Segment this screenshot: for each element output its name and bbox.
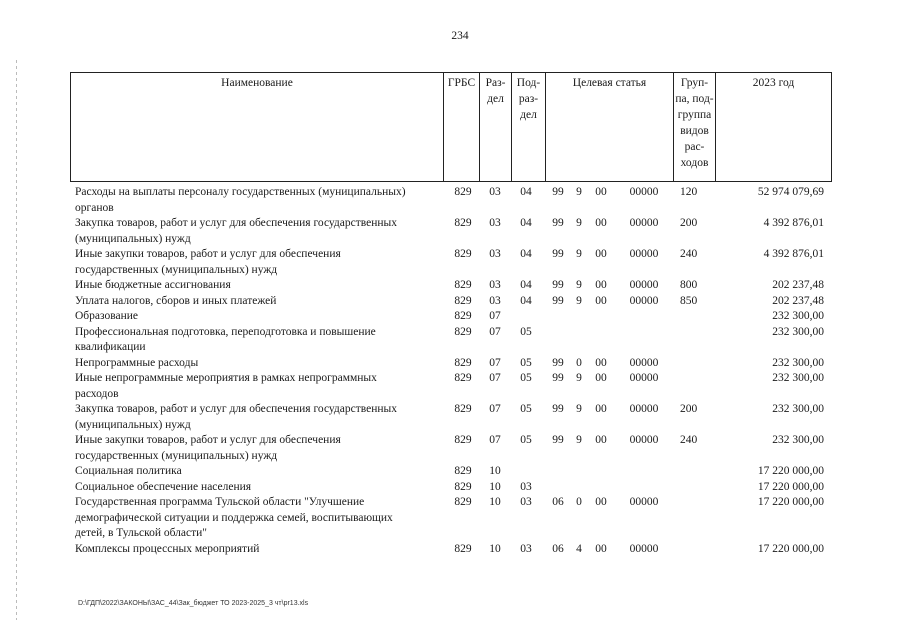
row-target-program: 99 [552, 294, 564, 307]
row-amount: 17 220 000,00 [757, 496, 824, 508]
row-name-line: Иные закупки товаров, работ и услуг для обеспечения [75, 248, 341, 260]
row-target-event: 00 [595, 434, 607, 446]
row-target-event: 00 [595, 279, 607, 291]
row-name [75, 325, 437, 356]
row-target-subprogram: 0 [576, 356, 582, 369]
row-target-direction: 00000 [629, 248, 659, 260]
row-name-line: Социальное обеспечение населения [75, 480, 252, 493]
row-target-program: 99 [552, 372, 564, 384]
header-grbs: ГРБС [443, 73, 479, 181]
row-name [75, 309, 437, 325]
table-row [70, 356, 832, 372]
row-name [75, 356, 437, 372]
row-target-subprogram: 9 [576, 403, 582, 415]
row-name [75, 294, 437, 310]
row-name-line: органов [75, 201, 114, 214]
row-name-line: Расходы на выплаты персоналу государственных (муниципальных) [75, 186, 406, 198]
row-razdel: 03 [489, 186, 501, 198]
row-podrazdel: 04 [520, 217, 532, 229]
table-row [70, 247, 832, 278]
scan-edge-marks [16, 60, 17, 620]
row-razdel: 03 [489, 294, 501, 307]
row-podrazdel: 03 [520, 496, 532, 508]
row-name-line: Непрограммные расходы [75, 356, 199, 369]
row-target-subprogram: 9 [576, 186, 582, 198]
row-target-direction: 00000 [629, 372, 659, 384]
row-razdel: 07 [489, 372, 501, 384]
row-razdel: 07 [489, 356, 501, 369]
row-target-subprogram: 9 [576, 217, 582, 229]
row-grbs: 829 [454, 465, 472, 477]
row-name-line: Социальная политика [75, 465, 182, 477]
row-name-line: государственных (муниципальных) нужд [75, 449, 278, 462]
row-amount: 202 237,48 [772, 279, 824, 291]
row-target-program: 99 [552, 279, 564, 291]
header-razdel: Раз- дел [479, 73, 511, 181]
row-podrazdel: 04 [520, 248, 532, 260]
table-row [70, 480, 832, 496]
row-name-line: Иные закупки товаров, работ и услуг для обеспечения [75, 434, 341, 446]
row-name [75, 402, 437, 433]
row-razdel: 03 [489, 279, 501, 291]
row-name [75, 278, 437, 294]
row-name-line: Закупка товаров, работ и услуг для обеспечения государственных [75, 217, 398, 229]
row-target-direction: 00000 [629, 294, 659, 307]
row-target-program: 99 [552, 434, 564, 446]
row-expense-type: 800 [680, 279, 698, 291]
row-podrazdel: 04 [520, 279, 532, 291]
row-name-line: детей, в Тульской области" [75, 527, 207, 539]
table-row [70, 185, 832, 216]
table-row [70, 294, 832, 310]
row-amount: 52 974 079,69 [757, 186, 824, 198]
row-target-program: 99 [552, 403, 564, 415]
row-target-event: 00 [595, 356, 607, 369]
row-name-line: Уплата налогов, сборов и иных платежей [75, 294, 277, 307]
row-name [75, 185, 437, 216]
row-target-subprogram: 9 [576, 248, 582, 260]
header-expense-type: Груп- па, под- группа видов рас- ходов [673, 73, 715, 181]
row-name [75, 216, 437, 247]
table-header [70, 72, 832, 182]
row-target-program: 99 [552, 248, 564, 260]
row-target-event: 00 [595, 294, 607, 307]
row-target-program: 06 [552, 496, 564, 508]
row-amount: 232 300,00 [772, 325, 824, 338]
row-name [75, 247, 437, 278]
row-grbs: 829 [454, 279, 472, 291]
row-amount: 232 300,00 [772, 403, 824, 415]
row-grbs: 829 [454, 217, 472, 229]
row-razdel: 07 [489, 325, 501, 338]
row-expense-type: 240 [680, 434, 698, 446]
row-name [75, 433, 437, 464]
table-row [70, 433, 832, 464]
row-podrazdel: 03 [520, 480, 532, 493]
row-podrazdel: 05 [520, 403, 532, 415]
row-target-subprogram: 4 [576, 542, 582, 555]
row-target-program: 99 [552, 356, 564, 369]
row-amount: 232 300,00 [772, 356, 824, 369]
row-amount: 4 392 876,01 [763, 248, 824, 260]
row-expense-type: 200 [680, 403, 698, 415]
row-target-direction: 00000 [629, 279, 659, 291]
row-target-subprogram: 9 [576, 294, 582, 307]
table-row [70, 371, 832, 402]
row-target-subprogram: 9 [576, 372, 582, 384]
row-name [75, 542, 437, 558]
row-grbs: 829 [454, 186, 472, 198]
header-target-article: Целевая статья [545, 73, 673, 181]
row-amount: 4 392 876,01 [763, 217, 824, 229]
row-grbs: 829 [454, 542, 472, 555]
row-target-event: 00 [595, 542, 607, 555]
row-grbs: 829 [454, 325, 472, 338]
row-target-subprogram: 9 [576, 279, 582, 291]
row-target-event: 00 [595, 186, 607, 198]
row-razdel: 07 [489, 310, 501, 322]
row-target-direction: 00000 [629, 434, 659, 446]
row-amount: 17 220 000,00 [757, 480, 824, 493]
row-grbs: 829 [454, 434, 472, 446]
row-target-event: 00 [595, 496, 607, 508]
row-target-direction: 00000 [629, 403, 659, 415]
row-name [75, 464, 437, 480]
row-podrazdel: 05 [520, 325, 532, 338]
row-grbs: 829 [454, 310, 472, 322]
header-year: 2023 год [715, 73, 831, 181]
row-razdel: 10 [489, 496, 501, 508]
row-razdel: 03 [489, 248, 501, 260]
row-name [75, 371, 437, 402]
row-name-line: Государственная программа Тульской области "Улучшение [75, 496, 365, 508]
row-amount: 17 220 000,00 [757, 465, 824, 477]
row-name-line: Образование [75, 310, 139, 322]
row-target-event: 00 [595, 372, 607, 384]
table-row [70, 325, 832, 356]
row-razdel: 10 [489, 480, 501, 493]
row-name-line: Иные непрограммные мероприятия в рамках непрограммных [75, 372, 377, 384]
row-name-line: демографической ситуации и поддержка семей, воспитывающих [75, 511, 393, 524]
row-podrazdel: 04 [520, 186, 532, 198]
row-target-event: 00 [595, 248, 607, 260]
row-razdel: 03 [489, 217, 501, 229]
row-name-line: расходов [75, 387, 119, 400]
row-target-program: 99 [552, 217, 564, 229]
row-razdel: 10 [489, 542, 501, 555]
row-podrazdel: 05 [520, 372, 532, 384]
row-target-subprogram: 9 [576, 434, 582, 446]
table-row [70, 495, 832, 542]
row-podrazdel: 05 [520, 434, 532, 446]
row-expense-type: 120 [680, 186, 698, 198]
row-amount: 202 237,48 [772, 294, 824, 307]
page-number: 234 [451, 30, 469, 42]
row-name-line: (муниципальных) нужд [75, 418, 191, 431]
row-amount: 232 300,00 [772, 434, 824, 446]
header-name: Наименование [221, 77, 293, 89]
row-expense-type: 200 [680, 217, 698, 229]
row-target-event: 00 [595, 217, 607, 229]
row-grbs: 829 [454, 372, 472, 384]
row-razdel: 10 [489, 465, 501, 477]
row-name-line: Профессиональная подготовка, переподготовка и повышение [75, 325, 376, 338]
row-grbs: 829 [454, 356, 472, 369]
file-path-footer: D:\ГДП\2022\ЗАКОНЫ\ЗАС_44\Зак_бюджет ТО 2023-2025_3 чт\pr13.xls [78, 600, 309, 607]
row-razdel: 07 [489, 434, 501, 446]
table-row [70, 216, 832, 247]
row-name-line: Комплексы процессных мероприятий [75, 542, 260, 555]
row-target-direction: 00000 [629, 496, 659, 508]
table-row [70, 402, 832, 433]
row-target-direction: 00000 [629, 217, 659, 229]
header-podrazdel: Под- раз- дел [511, 73, 545, 181]
table-row [70, 464, 832, 480]
row-target-direction: 00000 [629, 542, 659, 555]
row-podrazdel: 05 [520, 356, 532, 369]
row-name-line: квалификации [75, 341, 146, 353]
row-name [75, 495, 437, 542]
row-podrazdel: 04 [520, 294, 532, 307]
row-target-direction: 00000 [629, 356, 659, 369]
row-target-direction: 00000 [629, 186, 659, 198]
row-name-line: (муниципальных) нужд [75, 232, 191, 245]
row-amount: 232 300,00 [772, 372, 824, 384]
row-razdel: 07 [489, 403, 501, 415]
row-name-line: Закупка товаров, работ и услуг для обеспечения государственных [75, 403, 398, 415]
row-name-line: государственных (муниципальных) нужд [75, 263, 278, 276]
row-expense-type: 240 [680, 248, 698, 260]
row-target-subprogram: 0 [576, 496, 582, 508]
row-target-program: 99 [552, 186, 564, 198]
row-grbs: 829 [454, 294, 472, 307]
table-row [70, 309, 832, 325]
budget-table [70, 72, 832, 555]
table-row [70, 542, 832, 558]
row-amount: 17 220 000,00 [757, 542, 824, 555]
row-podrazdel: 03 [520, 542, 532, 555]
row-grbs: 829 [454, 496, 472, 508]
row-expense-type: 850 [680, 294, 698, 307]
row-grbs: 829 [454, 403, 472, 415]
row-grbs: 829 [454, 480, 472, 493]
row-amount: 232 300,00 [772, 310, 824, 322]
row-grbs: 829 [454, 248, 472, 260]
row-target-program: 06 [552, 542, 564, 555]
row-name [75, 480, 437, 496]
table-row [70, 278, 832, 294]
row-name-line: Иные бюджетные ассигнования [75, 279, 231, 291]
row-target-event: 00 [595, 403, 607, 415]
